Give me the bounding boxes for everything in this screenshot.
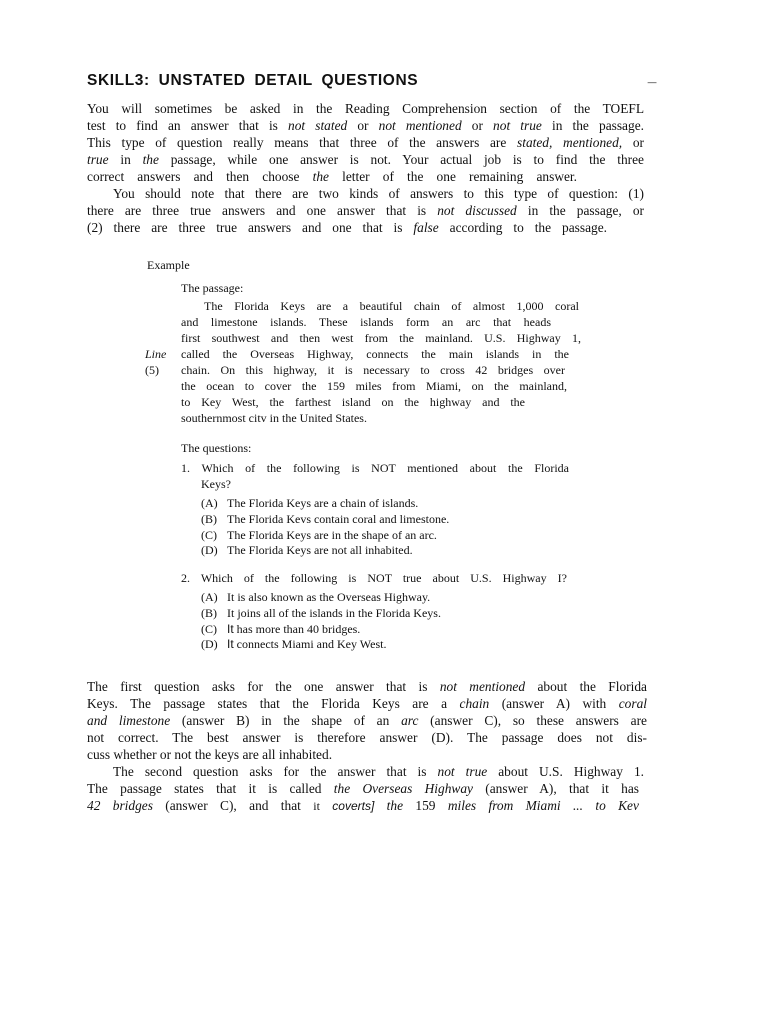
explain-line: The second question asks for the answer that is not true about U.S. Highway 1. [113, 764, 644, 779]
q2-option: (B) It joins all of the islands in the Florida Keys. [201, 606, 441, 620]
intro-line: correct answers and then choose the letter of the one remaining answer. [87, 169, 577, 184]
passage-line: and limestone islands. These islands form an arc that heads [181, 315, 551, 329]
passage-line: first southwest and then west from the mainland. U.S. Highway 1, [181, 331, 581, 345]
passage-line: the ocean to cover the 159 miles from Miami, on the mainland, [181, 379, 567, 393]
q2-option: (A) It is also known as the Overseas Highway. [201, 590, 431, 604]
page-title [87, 68, 657, 90]
q2-option: (D) It connects Miami and Key West. [201, 637, 387, 651]
passage-line: to Key West, the farthest island on the highway and the [181, 395, 525, 409]
q1-option: (C) The Florida Keys are in the shape of an arc. [201, 528, 437, 542]
question-1: 1. Which of the following is NOT mentioned about the Florida [181, 461, 569, 475]
q1-option: (A) The Florida Keys are a chain of islands. [201, 496, 419, 510]
passage-line: chain. On this highway, it is necessary to cross 42 bridges over [181, 363, 565, 377]
explain-line: cuss whether or not the keys are all inhabited. [87, 747, 333, 762]
explain-line: The passage states that it is called the Overseas Highway (answer A), that it has [87, 781, 640, 796]
passage-line: southernmost citv in the United States. [181, 411, 367, 425]
example-label: Example [147, 258, 190, 272]
explain-line: The first question asks for the one answer that is not mentioned about the Florida [87, 679, 647, 694]
q1-option: (B) The Florida Kevs contain coral and limestone. [201, 512, 450, 526]
questions-label: The questions: [181, 441, 252, 455]
question-2: 2. Which of the following is NOT true about U.S. Highway I? [181, 571, 567, 585]
intro-line: there are three true answers and one answer that is not discussed in the passage, or [87, 203, 645, 218]
passage-line: The Florida Keys are a beautiful chain of almost 1,000 coral [204, 299, 579, 313]
passage-label: The passage: [181, 281, 244, 295]
line-marker: Line [145, 347, 167, 361]
intro-line: This type of question really means that three of the answers are stated, mentioned, or [87, 135, 644, 150]
explain-line: Keys. The passage states that the Florida Keys are a chain (answer A) with coral [87, 696, 647, 711]
intro-line: test to find an answer that is not stated or not mentioned or not true in the passage. [87, 118, 644, 133]
intro-line: true in the passage, while one answer is not. Your actual job is to find the three [87, 152, 644, 167]
line-number: (5) [145, 363, 159, 377]
q1-option: (D) The Florida Keys are not all inhabited. [201, 543, 413, 557]
passage-line: called the Overseas Highway, connects the main islands in the [181, 347, 569, 361]
question-1-cont: Keys? [201, 477, 231, 491]
title-text: SKILL3: UNSTATED DETAIL QUESTIONS [87, 72, 419, 89]
intro-line: You will sometimes be asked in the Reading Comprehension section of the TOEFL [87, 101, 644, 116]
q2-option: (C) It has more than 40 bridges. [201, 622, 361, 636]
intro-line: (2) there are three true answers and one that is false according to the passage. [87, 220, 607, 235]
explain-line: 42 bridges (answer C), and that it coverts] the 159 miles from Miami ... to Kev [87, 798, 639, 813]
title-mark: _ [647, 68, 657, 85]
explain-line: and limestone (answer B) in the shape of an arc (answer C), so these answers are [87, 713, 647, 728]
explain-line: not correct. The best answer is therefore answer (D). The passage does not dis- [87, 730, 647, 745]
intro-line: You should note that there are two kinds of answers to this type of question: (1) [113, 186, 644, 201]
